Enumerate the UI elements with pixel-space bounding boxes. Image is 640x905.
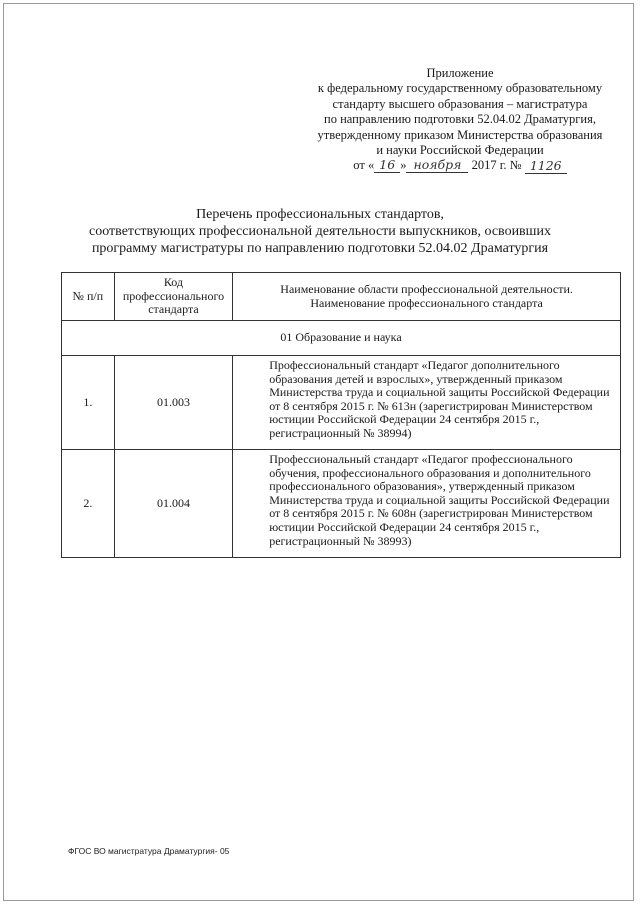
- title-line: соответствующих профессиональной деятельности выпускников, освоивших: [89, 224, 551, 239]
- appendix-line: стандарту высшего образования – магистратура: [332, 96, 588, 111]
- appendix-line: и науки Российской Федерации: [376, 143, 544, 158]
- appendix-line: утвержденному приказом Министерства образования: [317, 127, 603, 142]
- standard-text-line: юстиции Российской Федерации 24 сентября 2015 г.,: [269, 412, 540, 427]
- standard-text-line: регистрационный № 38993): [269, 533, 412, 548]
- order-date-line: [300, 158, 620, 174]
- section-title: 01 Образование и наука: [62, 321, 621, 356]
- section-row: [62, 321, 621, 356]
- standard-text-line: юстиции Российской Федерации 24 сентября 2015 г.,: [269, 519, 540, 534]
- table-row: [62, 356, 621, 450]
- page-footer: ФГОС ВО магистратура Драматургия- 05: [68, 846, 230, 856]
- document-title: [60, 206, 580, 257]
- standard-text-line: Министерства труда и социальной защиты Российской Федерации: [269, 385, 610, 400]
- row-number: 2.: [62, 450, 115, 558]
- row-number: 1.: [62, 356, 115, 450]
- title-line: Перечень профессиональных стандартов,: [196, 207, 444, 222]
- header-num: № п/п: [62, 273, 115, 321]
- table-row: [62, 450, 621, 558]
- row-standard-text: [233, 450, 621, 558]
- table-header-row: [62, 273, 621, 321]
- date-year: 2017 г. №: [471, 158, 522, 173]
- row-code: 01.003: [114, 356, 232, 450]
- standard-text-line: Министерства труда и социальной защиты Российской Федерации: [269, 492, 610, 507]
- standard-text-line: от 8 сентября 2015 г. № 613н (зарегистрирован Министерством: [269, 398, 593, 413]
- appendix-line: Приложение: [426, 66, 494, 80]
- standard-text-line: обучения, профессионального образования и дополнительного: [269, 465, 591, 480]
- appendix-block: [300, 66, 620, 174]
- title-line: программу магистратуры по направлению подготовки 52.04.02 Драматургия: [91, 241, 549, 256]
- standard-text-line: образования детей и взрослых», утвержденный приказом: [269, 371, 563, 386]
- header-name-line2: Наименование профессионального стандарта: [310, 295, 543, 310]
- header-code: Код профессионального стандарта: [114, 273, 232, 321]
- date-prefix: от «: [353, 158, 375, 173]
- header-name-line1: Наименование области профессиональной деятельности.: [280, 281, 573, 296]
- standard-text-line: от 8 сентября 2015 г. № 608н (зарегистрирован Министерством: [269, 506, 593, 521]
- standards-table: [61, 272, 621, 558]
- date-mid: »: [400, 158, 407, 173]
- handwritten-month: ноября: [406, 158, 468, 173]
- row-standard-text: [233, 356, 621, 450]
- header-name: [233, 273, 621, 321]
- handwritten-order-number: 1126: [525, 159, 567, 174]
- standard-text-line: Профессиональный стандарт «Педагог профессионального: [269, 452, 573, 466]
- row-code: 01.004: [114, 450, 232, 558]
- handwritten-day: 16: [374, 158, 400, 173]
- standard-text-line: профессионального образования», утвержденный приказом: [269, 479, 575, 494]
- appendix-line: к федеральному государственному образовательному: [317, 81, 603, 96]
- standard-text-line: Профессиональный стандарт «Педагог дополнительного: [269, 358, 560, 372]
- appendix-line: по направлению подготовки 52.04.02 Драматургия,: [324, 112, 596, 127]
- standard-text-line: регистрационный № 38994): [269, 425, 412, 440]
